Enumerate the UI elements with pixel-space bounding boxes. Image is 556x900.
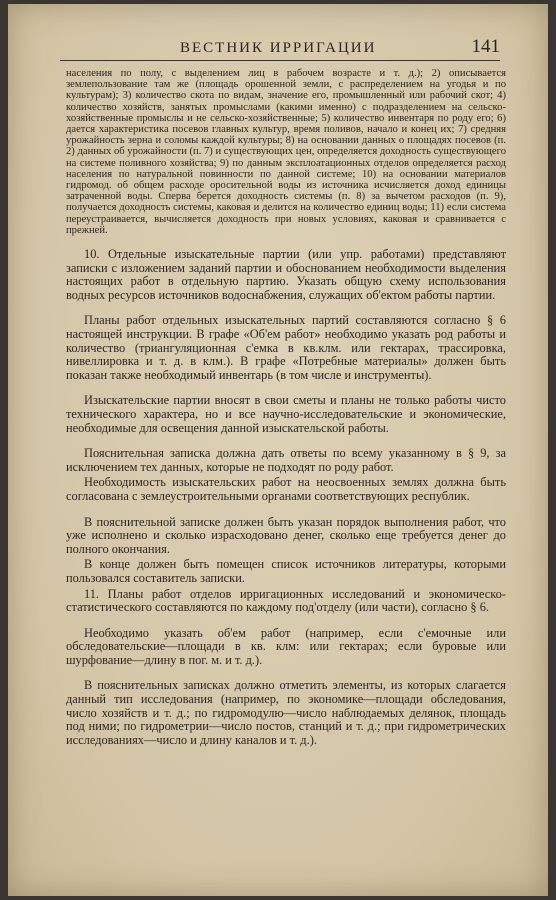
paragraph-11: 11. Планы работ отделов ирригационных исследований и экономическо-статистического составляются по каждому под'отделу (или части), согласно § 6.: [66, 586, 506, 615]
small-print-section: [66, 68, 506, 236]
book-page: [8, 4, 548, 896]
running-title: ВЕСТНИК ИРРИГАЦИИ: [180, 40, 377, 56]
small-print-paragraph: населения по полу, с выделением лиц в рабочем возрасте и т. д.); 2) описывается землепользование там же (площадь орошенной земли, с распределением на угодья и по культурам); 3) количество скота по видам, значение его, промышленный или рабочий скот; 4) количество хозяйств, занятых промыслами (какими именно) с подразделением на сельско-хозяйственные промыслы и не сельско-хозяйственные; 5) количество инвентаря по роду его; 6) дается характеристика посевов главных культур, время поливов, начало и конец их; 7) средняя урожайность зерна и соломы каждой культуры; 8) на основании данных о площадях посевов (п. 2) данных об урожайности (п. 7) и существующих цен, определяется доходность существующего на системе поливного хозяйства; 9) по данным эксплоатационных отделов определяется расход населения по натуральной повинности по данной системе; 10) на основании материалов гидромод. об общем расходе оросительной воды из источника исчисляется доход единицы затраченной воды. Сперва берется доходность системы (п. 8) за вычетом расходов (п. 9), получается доходность системы, каковая и делится на количество единиц воды; 11) если система переустраивается, вычисляется доходность при новых условиях, каковая и сравнивается с прежней.: [66, 68, 506, 236]
paragraph-volume: Необходимо указать об'ем работ (например, если с'емочные или обследовательские—площади в кв. клм: или гектарах; если буровые или шурфование—длину в пог. м. и т. д.).: [66, 625, 506, 667]
paragraph-undeveloped-lands: Необходимость изыскательских работ на неосвоенных землях должна быть согласована с землеустроительными органами соответствующих республик.: [66, 475, 506, 503]
paragraph-explanatory-note: Пояснительная записка должна дать ответы по всему указанному в § 9, за исключением тех данных, которые не подходят по роду работ.: [66, 446, 506, 474]
header-rule: [60, 60, 500, 61]
paragraph-literature: В конце должен быть помещен список источников литературы, которыми пользовался составитель записки.: [66, 557, 506, 585]
paragraph-10: 10. Отдельные изыскательные партии (или упр. работами) представляют записки с изложением заданий партии и обоснованием необходимости выделения настоящих работ в отдельную партию. Указать общую схему использования водных ресурсов источников водоснабжения, служащих об'ектом работы партии.: [66, 247, 506, 302]
paragraph-estimates: Изыскательские партии вносят в свои сметы и планы не только работы чисто технического характера, но и все научно-исследовательские и экономические, необходимые для освещения данной изыскательской работы.: [66, 393, 506, 435]
page-body: [66, 68, 506, 747]
paragraph-work-order: В пояснительной записке должен быть указан порядок выполнения работ, что уже исполнено и сколько израсходовано денег, сколько еще требуется денег до полного окончания.: [66, 514, 506, 556]
main-text-section: [66, 248, 506, 747]
paragraph-plans: Планы работ отдельных изыскательных партий составляются согласно § 6 настоящей инструкции. В графе «Об'ем работ» необходимо указать род работы и количество (триангуляционная с'емка в кв.клм. или гектарах, трассировка, нивеллировка и т. д. в клм.). В графе «Потребные материалы» должен быть показан также необходимый инвентарь (в том числе и инструменты).: [66, 313, 506, 382]
page-number: 141: [471, 36, 500, 57]
paragraph-elements: В пояснительных записках должно отметить элементы, из которых слагается данный тип исследования (например, по экономике—площади обследования, число хозяйств и т. д.; по гидромодулю—число наблюдаемых делянок, площадь под ними; по гидрометрии—число постов, станций и т. д.; при гидрометрических исследованиях—число и длину каналов и т. д.).: [66, 678, 506, 747]
